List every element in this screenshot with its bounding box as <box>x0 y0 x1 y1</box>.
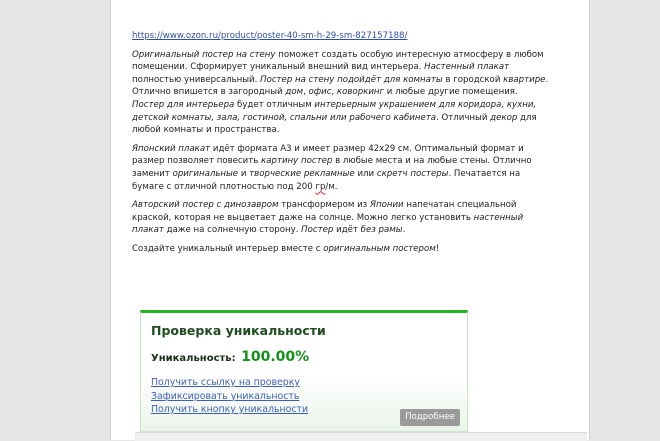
text-run: будет отличным <box>234 99 315 110</box>
paragraph-4 <box>132 243 552 256</box>
text-run: оригинальные <box>172 168 239 179</box>
text-run: декор <box>490 112 518 123</box>
text-run: . Печатается на бумаге с отличной плотностью под 200 <box>132 168 521 192</box>
text-run: настенный плакат <box>132 212 524 236</box>
more-button[interactable]: Подробнее <box>400 409 460 426</box>
text-run: . Отлично впишется в загородный <box>132 74 549 98</box>
text-run: и <box>238 168 250 179</box>
text-run: дом <box>285 87 304 98</box>
text-run: поможет создать особую интересную атмосферу в любом помещении. Сформирует уникальный внешний вид интерьера. <box>132 49 544 73</box>
text-run: для любой комнаты и пространства. <box>132 112 537 136</box>
widget-links <box>151 376 308 417</box>
fix-uniqueness-link[interactable]: Зафиксировать уникальность <box>151 390 300 402</box>
text-run: коворкинг <box>336 87 385 98</box>
text-run: в городской <box>442 74 504 85</box>
text-run: напечатан специальной краской, которая не выцветает даже на солнце. Можно легко установить <box>132 200 517 223</box>
document-content <box>132 30 552 262</box>
text-run: ! <box>435 243 440 254</box>
text-run: гр <box>315 181 326 192</box>
text-run: трансформером из <box>278 200 370 211</box>
widget-title: Проверка уникальности <box>151 323 326 338</box>
text-run: Оригинальный постер на стену <box>132 49 276 60</box>
text-run: без рамы <box>360 225 403 236</box>
get-button-link[interactable]: Получить кнопку уникальности <box>151 404 309 415</box>
text-run: картину постер <box>261 156 333 167</box>
document-page <box>110 0 590 440</box>
text-run: полностью универсальный. <box>132 74 261 85</box>
text-run: и любые другие помещения. <box>384 87 518 98</box>
text-run: /м. <box>325 181 338 192</box>
text-run: Настенный плакат <box>424 62 510 73</box>
text-run: Постер <box>301 225 334 236</box>
get-check-link[interactable]: Получить ссылку на проверку <box>151 377 300 388</box>
text-run: идёт формата А3 и имеет размер 42х29 см. Оптимальный формат и размер позволяет повесить <box>132 143 524 167</box>
text-run: , <box>331 87 337 98</box>
text-run: скретч постеры <box>376 168 449 179</box>
text-run: . Отличный <box>436 112 491 123</box>
text-run: , <box>303 87 309 98</box>
text-run: Постер на стену подойдёт для комнаты <box>260 74 443 85</box>
uniqueness-value: 100.00% <box>241 349 310 365</box>
paragraph-3 <box>132 199 552 237</box>
text-run: квартире <box>503 74 546 85</box>
text-run: или <box>354 168 377 179</box>
text-run: Авторский постер с динозавром <box>132 200 279 211</box>
text-run: Японский плакат <box>132 143 211 154</box>
text-run: Постер для интерьера <box>132 99 235 110</box>
text-run: даже на солнечную сторону. <box>163 225 302 236</box>
text-run: . <box>402 225 406 236</box>
text-run: оригинальным постером <box>323 243 436 254</box>
text-run: Японии <box>369 200 404 211</box>
paragraph-2 <box>132 143 552 193</box>
uniqueness-label: Уникальность: <box>151 353 236 364</box>
text-run: интерьерным украшением для коридора, кухни, детской комнаты, зала, гостиной, спальни или рабочего кабинета <box>132 99 537 123</box>
product-link[interactable]: https://www.ozon.ru/product/poster-40-sm-h-29-sm-827157188/ <box>132 31 408 41</box>
paragraph-1 <box>132 49 552 137</box>
text-run: Создайте уникальный интерьер вместе с <box>132 243 324 254</box>
text-run: идёт <box>333 225 361 236</box>
text-run: в любые места и на любые стены. Отлично заменит <box>132 156 532 179</box>
text-run: офис <box>308 87 332 98</box>
uniqueness-row <box>151 349 309 365</box>
text-run: творческие рекламные <box>249 168 355 179</box>
uniqueness-widget <box>140 310 468 432</box>
